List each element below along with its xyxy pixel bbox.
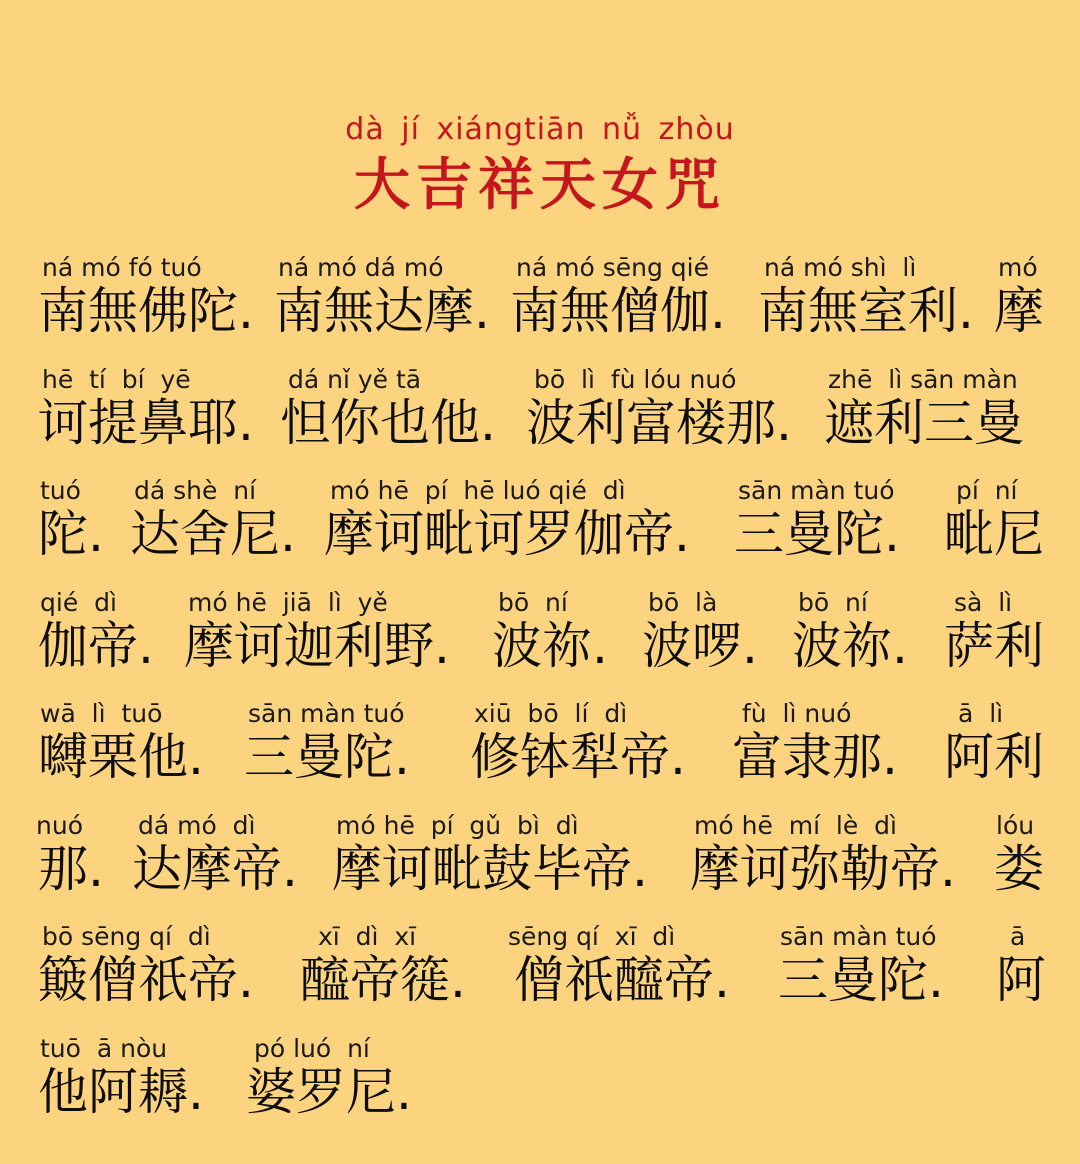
phrase-pinyin: mó hē pí hē luó qié dì	[330, 476, 626, 505]
phrase-pinyin: xī dì xī	[318, 922, 417, 951]
phrase-pinyin: mó hē pí gǔ bì dì	[336, 810, 579, 840]
phrase-pinyin: hē tí bí yē	[42, 364, 191, 394]
phrase-pinyin: bō lì fù lóu nuó	[534, 364, 737, 394]
phrase-pinyin: bō sēng qí dì	[42, 922, 211, 951]
phrase-pinyin: ná mó fó tuó	[42, 253, 202, 282]
phrase-pinyin: lóu	[996, 810, 1035, 840]
phrase-pinyin: dá nǐ yě tā	[288, 364, 422, 394]
phrase-hanzi: 簸僧祇帝.	[38, 951, 254, 1009]
phrase-hanzi: 南無室利.	[758, 282, 974, 340]
phrase-pinyin: dá mó dì	[138, 810, 256, 840]
phrase-hanzi: 醯帝簁.	[300, 951, 466, 1009]
phrase-pinyin: bō là	[648, 587, 718, 617]
phrase-hanzi: 嚩栗他.	[38, 728, 204, 786]
phrase-pinyin: bō ní	[498, 587, 568, 617]
phrase-hanzi: 波祢.	[792, 616, 908, 675]
phrase-hanzi: 达舍尼.	[130, 505, 296, 563]
phrase-pinyin: sēng qí xī dì	[508, 922, 676, 951]
phrase-hanzi: 娄	[994, 839, 1044, 898]
phrase-pinyin: sān màn tuó	[738, 476, 895, 505]
phrase-hanzi: 摩诃毗诃罗伽帝.	[324, 505, 690, 563]
phrase-pinyin: qié dì	[40, 587, 117, 617]
phrase-hanzi: 毗尼	[944, 505, 1044, 563]
title-hanzi: 大吉祥天女咒	[354, 152, 726, 218]
phrase-hanzi: 波啰.	[642, 616, 758, 675]
verse-line-3	[0, 473, 1080, 585]
phrase-pinyin: sān màn tuó	[248, 699, 405, 728]
phrase-pinyin: ná mó dá mó	[278, 253, 444, 282]
verse-line-4	[0, 585, 1080, 697]
phrase-pinyin: mó	[998, 253, 1038, 282]
phrase-hanzi: 他阿耨.	[38, 1062, 204, 1121]
phrase-hanzi: 诃提鼻耶.	[38, 393, 254, 452]
phrase-pinyin: sān màn tuó	[780, 922, 937, 951]
phrase-hanzi: 南無佛陀.	[38, 282, 254, 340]
phrase-hanzi: 达摩帝.	[132, 839, 298, 898]
verse-line-8	[0, 1031, 1080, 1143]
phrase-pinyin: mó hē mí lè dì	[694, 810, 897, 840]
phrase-pinyin: dá shè ní	[134, 476, 257, 505]
phrase-hanzi: 摩诃弥勒帝.	[690, 839, 956, 898]
phrase-pinyin: wā lì tuō	[40, 699, 163, 728]
phrase-hanzi: 阿	[996, 951, 1046, 1009]
phrase-hanzi: 波祢.	[492, 616, 608, 675]
phrase-hanzi: 三曼陀.	[734, 505, 900, 563]
phrase-hanzi: 摩诃毗鼓毕帝.	[332, 839, 648, 898]
verse-line-1	[0, 250, 1080, 362]
verse-line-6	[0, 808, 1080, 920]
phrase-hanzi: 那.	[38, 839, 104, 898]
phrase-pinyin: zhē lì sān màn	[828, 364, 1018, 394]
phrase-pinyin: fù lì nuó	[742, 699, 852, 728]
phrase-hanzi: 婆罗尼.	[246, 1062, 412, 1121]
phrase-hanzi: 修钵犁帝.	[470, 728, 686, 786]
phrase-hanzi: 南無僧伽.	[510, 282, 726, 340]
phrase-hanzi: 三曼陀.	[244, 728, 410, 786]
phrase-pinyin: ā lì	[958, 699, 1004, 728]
phrase-hanzi: 波利富楼那.	[526, 393, 792, 452]
phrase-pinyin: tuō ā nòu	[40, 1033, 168, 1063]
verse-line-5	[0, 696, 1080, 808]
phrase-pinyin: mó hē jiā lì yě	[188, 587, 388, 617]
phrase-pinyin: ā	[1010, 922, 1026, 951]
phrase-pinyin: pó luó ní	[254, 1033, 370, 1063]
phrase-hanzi: 摩诃迦利野.	[184, 616, 450, 675]
phrase-pinyin: ná mó sēng qié	[516, 253, 709, 282]
phrase-hanzi: 阿利	[944, 728, 1044, 786]
phrase-pinyin: ná mó shì lì	[764, 253, 917, 282]
phrase-pinyin: pí ní	[956, 476, 1018, 505]
phrase-hanzi: 南無达摩.	[274, 282, 490, 340]
mantra-verse	[0, 250, 1080, 1142]
phrase-pinyin: xiū bō lí dì	[474, 699, 628, 728]
verse-line-7	[0, 919, 1080, 1031]
phrase-hanzi: 三曼陀.	[778, 951, 944, 1009]
phrase-pinyin: nuó	[36, 810, 83, 840]
phrase-hanzi: 僧祇醯帝.	[514, 951, 730, 1009]
phrase-hanzi: 富隶那.	[732, 728, 898, 786]
phrase-hanzi: 陀.	[38, 505, 104, 563]
phrase-hanzi: 摩	[994, 282, 1044, 340]
phrase-pinyin: tuó	[40, 476, 81, 505]
title-pinyin: dà jí xiángtiān nǚ zhòu	[345, 112, 735, 147]
phrase-hanzi: 怛你也他.	[280, 393, 496, 452]
phrase-hanzi: 萨利	[944, 616, 1044, 675]
phrase-hanzi: 遮利三曼	[824, 393, 1024, 452]
phrase-pinyin: bō ní	[798, 587, 868, 617]
title-block	[0, 110, 1080, 220]
phrase-hanzi: 伽帝.	[38, 616, 154, 675]
phrase-pinyin: sà lì	[954, 587, 1013, 617]
verse-line-2	[0, 362, 1080, 474]
